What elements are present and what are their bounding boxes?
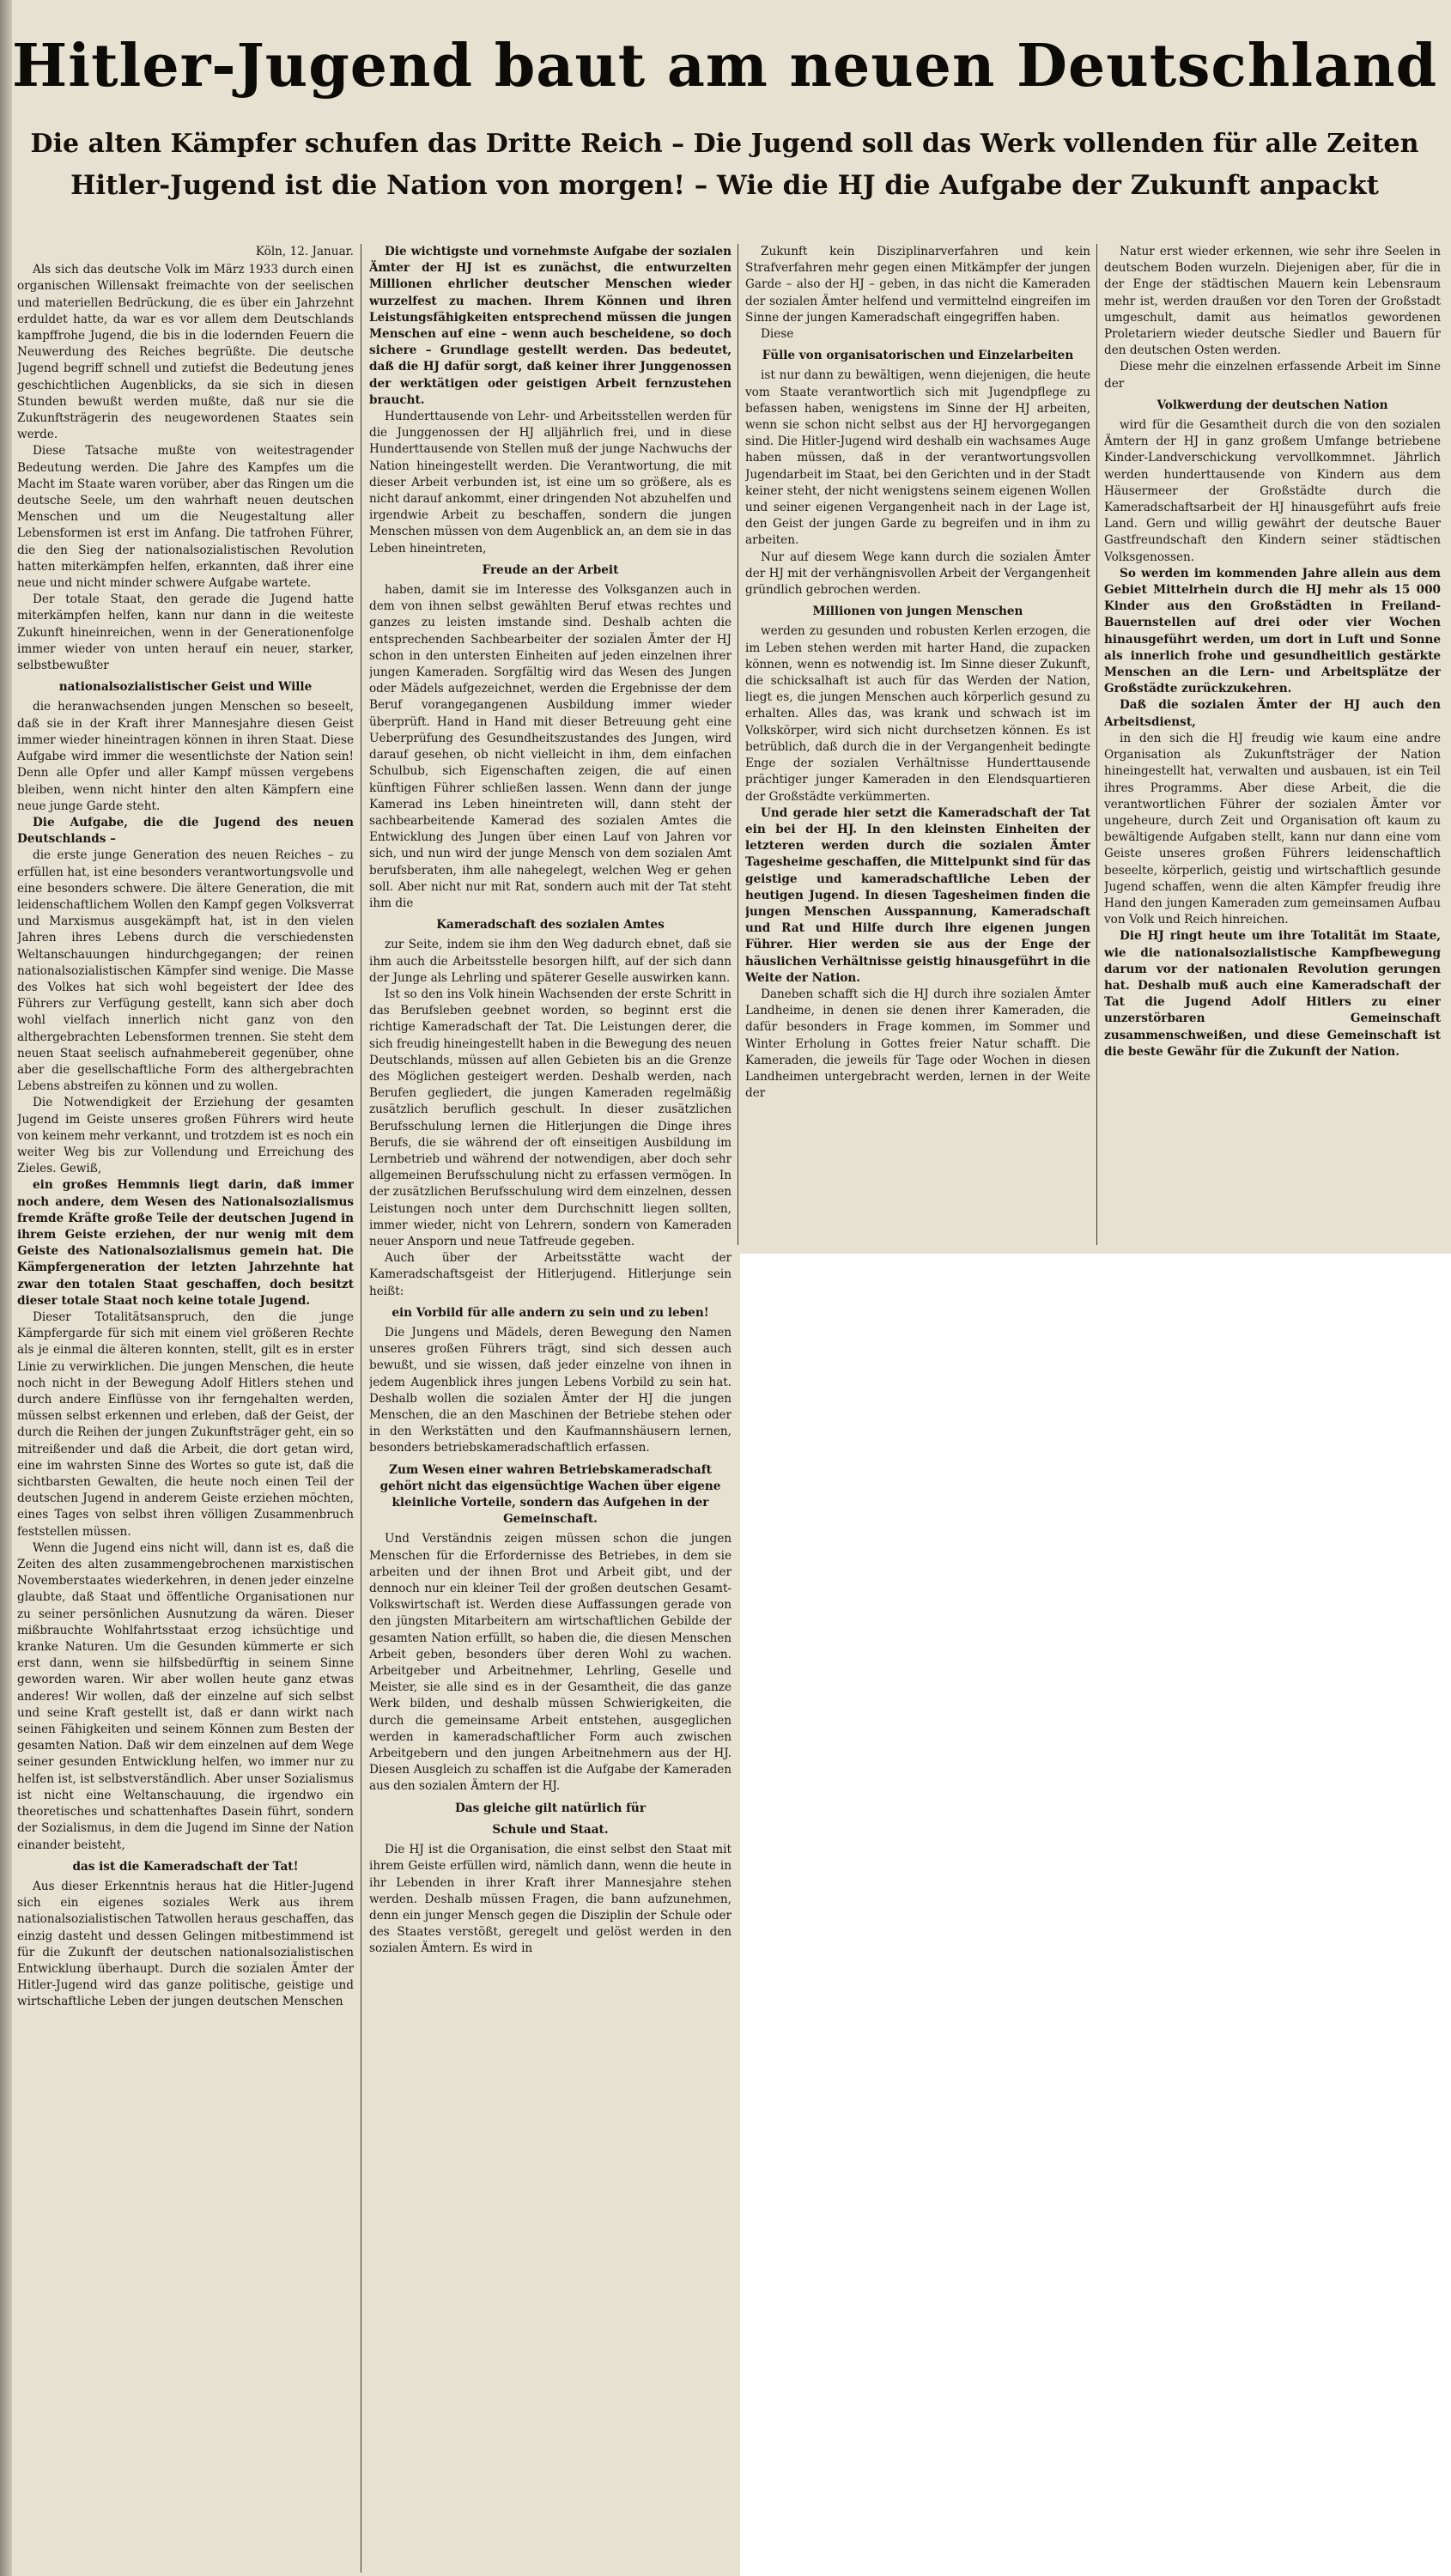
article-column: [745, 244, 1090, 1249]
emphasized-paragraph: Und gerade hier setzt die Kameradschaft der Tat ein bei der HJ. In den kleinsten Einheiten der letzteren werden durch die sozialen Ämter Tagesheime geschaffen, die Mittelpunkt sind für das geistige und kameradschaftliche Leben der heutigen Jugend. In diesen Tagesheimen finden die jungen Menschen Ausspannung, Kameradschaft und Rat und Hilfe durch ihre eigenen jungen Führer. Hier werden sie aus der Enge der häuslichen Verhältnisse geistig hinausgeführt in die Weite der Nation.: [745, 805, 1090, 985]
paragraph: Die Jungens und Mädels, deren Bewegung den Namen unseres großen Führers trägt, sind sich dessen auch bewußt, und sie wissen, daß jeder einzelne von ihnen in jedem Augenblick ihres jungen Lebens Vorbild zu sein hat. Deshalb wollen die sozialen Ämter der HJ die jungen Menschen, die an den Maschinen der Betriebe stehen oder in den Werkstätten und den Kaufmannshäusern lernen, besonders betriebskameradschaftlich erfassen.: [369, 1326, 732, 1455]
emphasized-paragraph: So werden im kommenden Jahre allein aus dem Gebiet Mittelrhein durch die HJ mehr als 15 000 Kinder aus den Großstädten in Freiland-Bauernstellen auf drei oder vier Wochen hinausgeführt werden, um dort in Luft und Sonne als innerlich frohe und gesundheitlich gestärkte Menschen an die Lern- und Arbeitsplätze der Großstädte zurückzukehren.: [1104, 566, 1441, 696]
section-heading: Schule und Staat.: [492, 1822, 609, 1837]
paragraph: Diese: [761, 327, 794, 342]
paragraph: Ist so den ins Volk hinein Wachsenden der erste Schritt in das Berufsleben geebnet worden, so beginnt erst die richtige Kameradschaft der Tat. Die Leistungen derer, die sich freudig hineingestellt haben in die Bewegung des neuen Deutschlands, müssen auf allen Gebieten bis an die Grenze des Möglichen gesteigert werden. Deshalb werden, nach Berufen gegliedert, die jungen Kameraden regelmäßig zusätzlich beruflich geschult. In dieser zusätzlichen Berufsschulung lernen die Hitlerjungen die Dinge ihres Berufs, die sie während der oft einseitigen Ausbildung im Lernbetrieb und während der notwendigen, aber doch sehr allgemeinen Berufsschulung nicht zu erfassen vermögen. In der zusätzlichen Berufsschulung wird dem einzelnen, dessen Leistungen noch unter dem Durchschnitt liegen sollten, immer wieder, nicht von Lehrern, sondern von Kameraden neuer Ansporn und neue Tatfreude gegeben.: [369, 987, 732, 1249]
paragraph: Zukunft kein Disziplinarverfahren und kein Strafverfahren mehr gegen einen Mitkämpfer der jungen Garde – also der HJ – geben, in das nicht die Kameraden der sozialen Ämter helfend und vermittelnd eingreifen im Sinne der jungen Kameradschaft eingegriffen haben.: [745, 245, 1090, 325]
paragraph: wird für die Gesamtheit durch die von den sozialen Ämtern der HJ in ganz großem Umfange betriebene Kinder-Landverschickung vervollkommnet. Jährlich werden hunderttausende von Kindern aus dem Häusermeer der Großstädte durch die Kameradschaftsarbeit der HJ hinausgeführt aufs freie Land. Gern und willig gewährt der deutsche Bauer Gastfreundschaft den Kindern seiner städtischen Volksgenossen.: [1104, 418, 1441, 564]
headline: Hitler-Jugend baut am neuen Deutschland: [12, 32, 1438, 100]
section-heading: Kameradschaft des sozialen Amtes: [436, 918, 665, 933]
paragraph: Diese Tatsache mußte von weitestragender Bedeutung werden. Die Jahre des Kampfes um die Macht im Staate waren vorüber, aber das Ringen um die deutsche Seele, um den wahrhaft neuen deutschen Menschen und um die Neugestaltung aller Lebensformen ist erst im Anfang. Die tatfrohen Führer, die den Sieg der nationalsozialistischen Revolution hatten miterkämpfen helfen, erkannten, daß ihrer eine neue und nicht minder schwere Aufgabe wartete.: [17, 444, 354, 591]
emphasized-paragraph: Daß die sozialen Ämter der HJ auch den Arbeitsdienst,: [1104, 698, 1441, 729]
section-heading: Millionen von jungen Menschen: [812, 605, 1023, 619]
paragraph: Diese mehr die einzelnen erfassende Arbeit im Sinne der: [1104, 360, 1441, 391]
paragraph: werden zu gesunden und robusten Kerlen erzogen, die im Leben stehen werden mit harter Hand, die zupacken können, wenn es notwendig ist. Im Sinne dieser Zukunft, die schicksalhaft ist auch für das Werden der Nation, liegt es, die jungen Menschen auch körperlich gesund zu erhalten. Alles das, was krank und schwach ist im Volkskörper, wird sich nicht durchsetzen können. Es ist betrüblich, daß durch die in der Vergangenheit bedingte Enge der sozialen Verhältnisse Hunderttausende prächtiger junger Kameraden in den Elendsquartieren der Großstädte verkümmerten.: [745, 624, 1090, 804]
subheadline: Die alten Kämpfer schufen das Dritte Reich – Die Jugend soll das Werk vollenden für alle Zeiten: [30, 129, 1419, 159]
paragraph: Dieser Totalitätsanspruch, den die junge Kämpfergarde für sich mit einem viel größeren Rechte als je einmal die älteren konnten, stellt, gilt es in erster Linie zu verwirklichen. Die jungen Menschen, die heute noch nicht in der Bewegung Adolf Hitlers stehen und durch andere Einflüsse von ihr ferngehalten werden, müssen selbst erkennen und erleben, daß der Geist, der durch die Reihen der jungen Zukunftsträger geht, ein so mitreißender und daß die Arbeit, die dort getan wird, eine im wahrsten Sinne des Wortes so gute ist, daß die sichtbarsten Gewalten, die heute noch einen Teil der deutschen Jugend in anderem Geiste erziehen möchten, eines Tages von selbst ihren völligen Zusammenbruch feststellen müssen.: [17, 1310, 354, 1539]
paragraph: Nur auf diesem Wege kann durch die sozialen Ämter der HJ mit der verhängnisvollen Arbeit der Vergangenheit gründlich gebrochen werden.: [745, 550, 1090, 598]
paragraph: haben, damit sie im Interesse des Volksganzen auch in dem von ihnen selbst gewählten Beruf etwas rechtes und ganzes zu leisten imstande sind. Deshalb achten die entsprechenden Sachbearbeiter der sozialen Ämter der HJ schon in den untersten Einheiten auf jeden einzelnen ihrer jungen Kameraden. Sorgfältig wird das Wesen des Jungen oder Mädels aufgezeichnet, werden die Ergebnisse der dem Beruf vorangegangenen Ausbildung immer wieder überprüft. Hand in Hand mit dieser Betreuung geht eine Ueberprüfung des Gesundheitszustandes des Jungen, wird darauf gesehen, ob nicht vielleicht in ihm, dem einfachen Schulbub, sich Eigenschaften zeigen, die auf einen künftigen Führer schließen lassen. Wenn dann der junge Kamerad ins Leben hineintreten will, dann steht der sachbearbeitende Kamerad des sozialen Amtes die Entwicklung des Jungen über einen Lauf von Jahren vor sich, und nun wird der junge Mensch von dem sozialen Amt berufsberaten, ihm alle nahegelegt, welchen Weg er gehen soll. Aber nicht nur mit Rat, sondern auch mit der Tat steht ihm die: [369, 583, 732, 910]
article-column: [369, 244, 732, 2573]
paragraph: Daneben schafft sich die HJ durch ihre sozialen Ämter Landheime, in denen sie denen ihrer Kameraden, die dafür besonders in Frage kommen, im Sommer und Winter Erholung in Gottes freier Natur schafft. Die Kameraden, die jeweils für Tage oder Wochen in diesen Landheimen untergebracht werden, lernen in der Weite der: [745, 987, 1090, 1101]
paragraph: Wenn die Jugend eins nicht will, dann ist es, daß die Zeiten des alten zusammengebrochenen marxistischen Novemberstaates wiederkehren, in denen jeder einzelne glaubte, daß Staat und öffentliche Organisationen nur zu seiner persönlichen Ausnutzung da wären. Dieser mißbrauchte Wohlfahrtsstaat erzog ichsüchtige und kranke Naturen. Um die Gesunden kümmerte er sich erst dann, wenn sie hilfsbedürftig in seinem Sinne geworden waren. Wir aber wollen heute ganz etwas anderes! Wir wollen, daß der einzelne auf sich selbst und seine Kraft gestellt ist, daß er dann wirkt nach seinen Fähigkeiten und seinem Können zum Besten der gesamten Nation. Daß wir dem einzelnen auf dem Wege seiner gesunden Entwicklung helfen, wo immer nur zu helfen ist, ist selbstverständlich. Aber unser Sozialismus ist nicht eine Weltanschauung, die irgendwo ein theoretisches und schattenhaftes Dasein führt, sondern der Sozialismus, in dem die Jugend im Sinne der Nation einander beisteht,: [17, 1540, 354, 1852]
section-heading: das ist die Kameradschaft der Tat!: [72, 1859, 299, 1874]
section-heading: Freude an der Arbeit: [482, 562, 619, 577]
paragraph: in den sich die HJ freudig wie kaum eine andre Organisation als Zukunftsträger der Nation hineingestellt hat, verwalten und ausbauen, ist ein Teil ihres Programms. Aber diese Arbeit, die die verantwortlichen Führer der sozialen Ämter vor ungeheure, durch Zeit und Organisation oft kaum zu bewältigende Aufgaben stellt, kann nur dann eine vom Geiste unseres großen Führers leidenschaftlich beseelte, körperlich, geistig und wirtschaftlich gesunde Jugend schaffen, wenn die alten Kämpfer freudig ihre Hand den jungen Kameraden zum gemeinsamen Aufbau von Volk und Reich hinreichen.: [1104, 731, 1441, 927]
paragraph: Natur erst wieder erkennen, wie sehr ihre Seelen in deutschem Boden wurzeln. Diejenigen aber, für die in der Enge der städtischen Mauern kein Lebensraum mehr ist, werden draußen vor den Toren der Großstadt umgeschult, damit aus heimatlos gewordenen Proletariern wieder deutsche Siedler und Bauern für den deutschen Osten werden.: [1104, 245, 1441, 358]
section-heading: Volkwerdung der deutschen Nation: [1157, 398, 1388, 412]
paragraph: die heranwachsenden jungen Menschen so beseelt, daß sie in der Kraft ihrer Mannesjahre diesen Geist immer wieder hineintragen können in ihren Staat. Diese Aufgabe wird immer die wesentlichste der Nation sein! Denn alle Opfer und aller Kampf müssen vergebens bleiben, wenn nicht hinter den alten Kämpfern eine neue junge Garde steht.: [17, 700, 354, 813]
emphasized-paragraph: Die wichtigste und vornehmste Aufgabe der sozialen Ämter der HJ ist es zunächst, die entwurzelten Millionen ehrlicher deutscher Menschen wieder wurzelfest zu machen. Ihrem Können und ihren Leistungsfähigkeiten entsprechend müssen die jungen Menschen auf eine – wenn auch bescheidene, so doch sichere – Grundlage gestellt werden. Das bedeutet, daß die HJ dafür sorgt, daß keiner ihrer Junggenossen der werktätigen oder geistigen Arbeit fernzustehen braucht.: [369, 245, 732, 407]
dateline: Köln, 12. Januar.: [255, 245, 354, 258]
paragraph: die erste junge Generation des neuen Reiches – zu erfüllen hat, ist eine besonders verantwortungsvolle und eine besonders schwere. Die ältere Generation, die mit leidenschaftlichem Wollen den Kampf gegen Volksverrat und Marxismus ausgekämpft hat, ist in den vielen Jahren ihres Lebens durch die verschiedensten Weltanschauungen hindurchgegangen; der reinen nationalsozialistischen Kämpfer sind wenige. Die Masse des Volkes hat sich wohl begeistert der Idee des Führers zur Verfügung gestellt, kann sich aber doch wohl vielfach innerlich nicht ganz von den althergebrachten Lebensformen trennen. Sie steht dem neuen Staat seelisch aufnahmebereit gegenüber, ohne aber die gesellschaftliche Form des althergebrachten Lebens abstreifen zu können und zu wollen.: [17, 848, 354, 1094]
section-heading: nationalsozialistischer Geist und Wille: [58, 680, 313, 695]
article-column: [17, 244, 354, 2573]
paragraph: ist nur dann zu bewältigen, wenn diejenigen, die heute vom Staate verantwortlich sich mit Jugendpflege zu befassen haben, wenigstens im Sinne der HJ arbeiten, wenn sie schon nicht selbst aus der HJ hervorgegangen sind. Die Hitler-Jugend wird deshalb ein wachsames Auge haben müssen, daß in der verantwortungsvollen Jugendarbeit im Staat, bei den Gerichten und in der Stadt keiner steht, der nicht wenigstens seinem eigenen Wollen und seiner eigenen Vergangenheit nach in der Lage ist, den Geist der jungen Garde zu begreifen und in ihm zu arbeiten.: [745, 368, 1090, 548]
emphasized-paragraph: Die Aufgabe, die die Jugend des neuen Deutschlands –: [17, 815, 354, 847]
paragraph: Aus dieser Erkenntnis heraus hat die Hitler-Jugend sich ein eigenes soziales Werk aus ihrem nationalsozialistischen Tatwollen heraus geschaffen, das einzig dasteht und dessen Gelingen mitbestimmend ist für die Zukunft der deutschen nationalsozialistischen Entwicklung überhaupt. Durch die sozialen Ämter der Hitler-Jugend wird das ganze politische, geistige und wirtschaftliche Leben der jungen deutschen Menschen: [17, 1879, 354, 2009]
section-heading: Fülle von organisatorischen und Einzelarbeiten: [762, 349, 1074, 363]
emphasized-paragraph: ein großes Hemmnis liegt darin, daß immer noch andere, dem Wesen des Nationalsozialismus fremde Kräfte große Teile der deutschen Jugend in ihrem Geiste erziehen, der nur wenig mit dem Geiste des Nationalsozialismus gemein hat. Die Kämpfergeneration der letzten Jahrzehnte hat zwar den totalen Staat geschaffen, doch besitzt dieser totale Staat noch keine totale Jugend.: [17, 1178, 354, 1308]
column-divider: [1096, 244, 1097, 1245]
section-heading: Zum Wesen einer wahren Betriebskameradschaft gehört nicht das eigensüchtige Wachen über eigene kleinliche Vorteile, sondern das Aufgehen in der Gemeinschaft.: [379, 1462, 721, 1527]
paragraph: zur Seite, indem sie ihm den Weg dadurch ebnet, daß sie ihm auch die Arbeitsstelle besorgen hilft, auf der sich dann der Junge als Lehrling und späterer Geselle auswirken kann.: [369, 938, 732, 985]
paragraph: Auch über der Arbeitsstätte wacht der Kameradschaftsgeist der Hitlerjugend. Hitlerjunge sein heißt:: [369, 1251, 732, 1298]
paragraph: Hunderttausende von Lehr- und Arbeitsstellen werden für die Junggenossen der HJ alljährlich frei, und in diese Hunderttausende von Stellen muß der junge Nachwuchs der Nation hineingestellt werden. Die Verantwortung, die mit dieser Arbeit verbunden ist, ist eine um so größere, als es nicht darauf ankommt, einer dringenden Not abzuhelfen und irgendwie Arbeit zu beschaffen, sondern die jungen Menschen müssen von dem Augenblick an, an dem sie in das Leben hineintreten,: [369, 410, 732, 556]
subheadline: Hitler-Jugend ist die Nation von morgen! – Wie die HJ die Aufgabe der Zukunft anpackt: [70, 170, 1379, 201]
emphasized-paragraph: Die HJ ringt heute um ihre Totalität im Staate, wie die nationalsozialistische Kampfbewegung darum vor der nationalen Revolution gerungen hat. Deshalb muß auch eine Kameradschaft der Tat die Jugend Adolf Hitlers zu einer unzerstörbaren Gemeinschaft zusammenschweißen, und diese Gemeinschaft ist die beste Gewähr für die Zukunft der Nation.: [1104, 929, 1441, 1059]
paragraph: Die HJ ist die Organisation, die einst selbst den Staat mit ihrem Geiste erfüllen wird, nämlich dann, wenn die heute in ihr Lebenden in ihrer Kraft ihrer Mannesjahre stehen werden. Deshalb müssen Fragen, die bann aufzunehmen, denn ein junger Mensch gegen die Disziplin der Schule oder des Staates verstößt, geregelt und gelöst werden in den sozialen Ämtern. Es wird in: [369, 1843, 732, 1956]
section-heading: Das gleiche gilt natürlich für: [455, 1801, 646, 1815]
paragraph: Der totale Staat, den gerade die Jugend hatte miterkämpfen helfen, kann nur dann in die weiteste Zukunft hineinreichen, wenn in der Generationenfolge immer wieder von unten herauf ein neuer, starker, selbstbewußter: [17, 592, 354, 673]
article-column: [1104, 244, 1441, 1249]
scan-edge-shadow: [0, 0, 12, 2576]
section-heading: ein Vorbild für alle andern zu sein und zu leben!: [392, 1305, 709, 1320]
paragraph: Und Verständnis zeigen müssen schon die jungen Menschen für die Erfordernisse des Betriebes, in dem sie arbeiten und der ihnen Brot und Arbeit gibt, und der dennoch nur ein kleiner Teil der großen deutschen Gesamt-Volkswirtschaft ist. Werden diese Auffassungen gerade von den jüngsten Mitarbeitern am wirtschaftlichen Gebilde der gesamten Nation erfüllt, so haben die, die diesen Menschen Arbeit geben, besonders über deren Wohl zu wachen. Arbeitgeber und Arbeitnehmer, Lehrling, Geselle und Meister, sie alle sind es in der Gesamtheit, die das ganze Werk bilden, und deshalb müssen Schwierigkeiten, die durch die gemeinsame Arbeit entstehen, ausgeglichen werden in kameradschaftlicher Form auch zwischen Arbeitgebern und den jungen Arbeitnehmern aus der HJ. Diesen Ausgleich zu schaffen ist die Aufgabe der Kameraden aus den sozialen Ämtern der HJ.: [369, 1532, 732, 1794]
paragraph: Die Notwendigkeit der Erziehung der gesamten Jugend im Geiste unseres großen Führers wird heute von keinem mehr verkannt, und trotzdem ist es noch ein weiter Weg bis zur Vollendung und Erreichung des Zieles. Gewiß,: [17, 1096, 354, 1176]
paragraph: Als sich das deutsche Volk im März 1933 durch einen organischen Willensakt freimachte von der seelischen und materiellen Bedrückung, die es über ein Jahrzehnt erduldet hatte, da war es vor allem dem Deutschlands kampffrohe Jugend, die bis in die lodernden Feuern die Neuwerdung des Reiches begrüßte. Die deutsche Jugend begriff schnell und zutiefst die Bedeutung jenes geschichtlichen Augenblicks, da sie sich in diesen Stunden bewußt werden mußte, daß nur sie die Zukunftsträgerin des neugewordenen Staates sein werde.: [17, 263, 354, 442]
